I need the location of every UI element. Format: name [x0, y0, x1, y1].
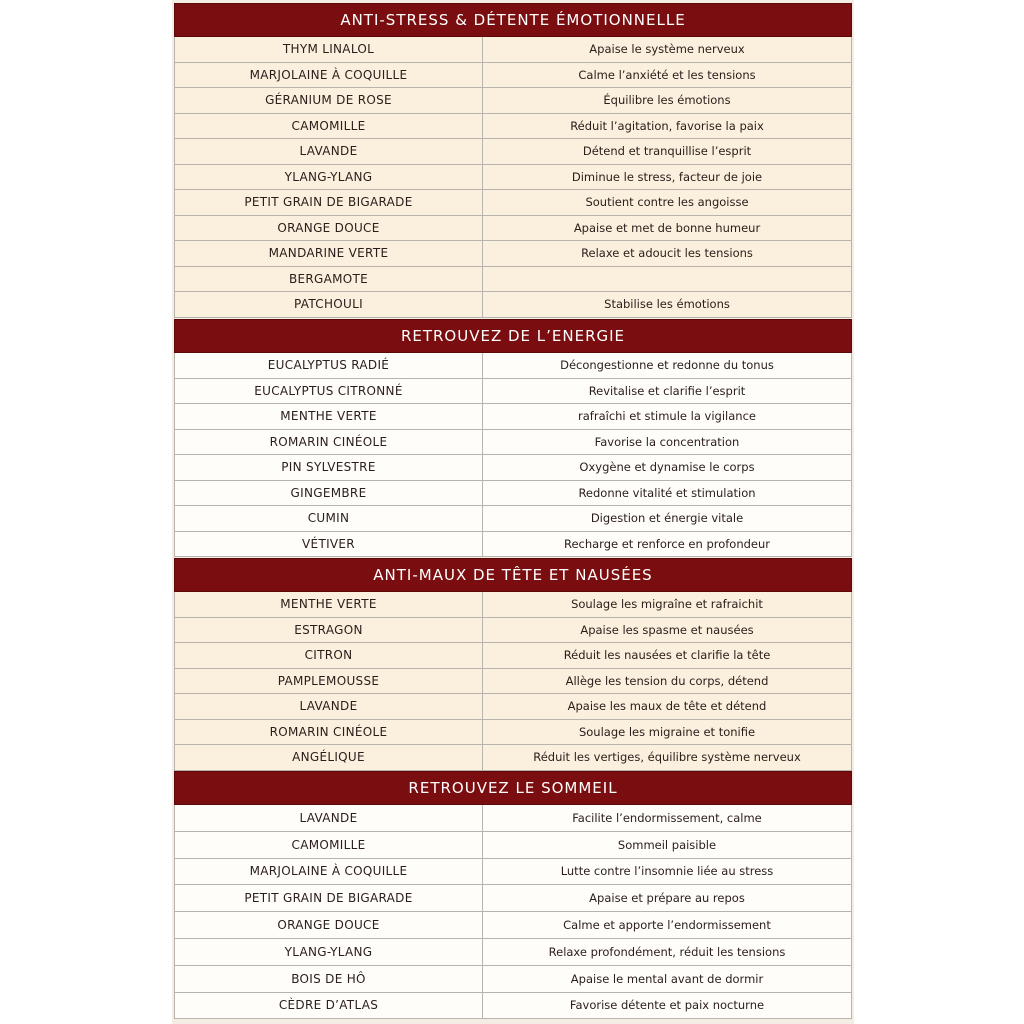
table-row	[174, 216, 852, 242]
oil-name: MARJOLAINE À COQUILLE	[175, 859, 483, 885]
oil-benefit: Réduit les nausées et clarifie la tête	[563, 648, 771, 663]
oil-benefit: Lutte contre l’insomnie liée au stress	[560, 864, 774, 879]
oil-name: GINGEMBRE	[175, 481, 483, 506]
section-title: ANTI-STRESS & DÉTENTE ÉMOTIONNELLE	[174, 3, 852, 37]
oil-name: PIN SYLVESTRE	[175, 455, 483, 480]
oil-name: PETIT GRAIN DE BIGARADE	[175, 190, 483, 215]
section-energy	[174, 319, 852, 557]
oil-name: CAMOMILLE	[175, 114, 483, 139]
table-row	[174, 37, 852, 63]
oil-name: GÉRANIUM DE ROSE	[175, 88, 483, 113]
oil-name: THYM LINALOL	[175, 37, 483, 62]
oil-benefit: Apaise les maux de tête et détend	[567, 699, 767, 714]
table-row	[174, 481, 852, 507]
oil-benefit: Calme et apporte l’endormissement	[563, 918, 771, 933]
table-row	[174, 618, 852, 644]
oil-name: LAVANDE	[175, 805, 483, 831]
oil-benefit: Soulage les migraîne et rafraichit	[571, 597, 763, 612]
oil-benefit: Relaxe et adoucit les tensions	[581, 246, 753, 261]
table-row	[174, 694, 852, 720]
oil-name: MENTHE VERTE	[175, 404, 483, 429]
oil-name: ESTRAGON	[175, 618, 483, 643]
oil-name: MENTHE VERTE	[175, 592, 483, 617]
table-row	[174, 805, 852, 832]
oil-benefit: Soutient contre les angoisse	[585, 195, 749, 210]
oil-benefit: Recharge et renforce en profondeur	[563, 536, 771, 551]
oil-name: ROMARIN CINÉOLE	[175, 720, 483, 745]
oil-name: PATCHOULI	[175, 292, 483, 317]
oil-benefit: Apaise les spasme et nausées	[580, 622, 754, 637]
oil-benefit: Diminue le stress, facteur de joie	[571, 169, 763, 184]
oil-benefit: Apaise et met de bonne humeur	[573, 220, 761, 235]
oil-benefit: rafraîchi et stimule la vigilance	[578, 409, 756, 424]
table-row	[174, 912, 852, 939]
oil-benefit: Digestion et énergie vitale	[590, 511, 744, 526]
oil-name: EUCALYPTUS CITRONNÉ	[175, 379, 483, 404]
table-row	[174, 832, 852, 859]
table-row	[174, 993, 852, 1020]
oil-benefit: Apaise et prépare au repos	[589, 891, 745, 906]
table-row	[174, 267, 852, 293]
oil-name: ORANGE DOUCE	[175, 216, 483, 241]
oil-benefit: Relaxe profondément, réduit les tensions	[548, 944, 786, 959]
table-row	[174, 88, 852, 114]
oil-name: ORANGE DOUCE	[175, 912, 483, 938]
oil-name: PAMPLEMOUSSE	[175, 669, 483, 694]
table-row	[174, 379, 852, 405]
oil-benefit: Équilibre les émotions	[603, 93, 731, 108]
section-title: RETROUVEZ LE SOMMEIL	[174, 771, 852, 805]
table-row	[174, 292, 852, 318]
oil-name: MANDARINE VERTE	[175, 241, 483, 266]
section-anti-stress	[174, 3, 852, 318]
oil-benefit: Stabilise les émotions	[604, 297, 730, 312]
section-title: RETROUVEZ DE L’ENERGIE	[174, 319, 852, 353]
table-row	[174, 63, 852, 89]
table-row	[174, 404, 852, 430]
oil-benefit: Revitalise et clarifie l’esprit	[588, 383, 746, 398]
oil-benefit: Réduit les vertiges, équilibre système nerveux	[533, 750, 801, 765]
oil-name: BERGAMOTE	[175, 267, 483, 292]
oil-name: EUCALYPTUS RADIÉ	[175, 353, 483, 378]
oil-benefit: Oxygène et dynamise le corps	[579, 460, 755, 475]
oil-benefit: Apaise le mental avant de dormir	[570, 971, 764, 986]
oil-name: CUMIN	[175, 506, 483, 531]
oil-benefit: Facilite l’endormissement, calme	[572, 810, 762, 825]
oil-name: LAVANDE	[175, 694, 483, 719]
oil-benefit: Détend et tranquillise l’esprit	[582, 144, 752, 159]
oil-name: CITRON	[175, 643, 483, 668]
oil-benefit: Réduit l’agitation, favorise la paix	[570, 118, 764, 133]
table-row	[174, 114, 852, 140]
oil-name: VÉTIVER	[175, 532, 483, 557]
table-row	[174, 430, 852, 456]
oil-name: LAVANDE	[175, 139, 483, 164]
table-row	[174, 506, 852, 532]
table-row	[174, 720, 852, 746]
table-row	[174, 455, 852, 481]
oil-name: YLANG-YLANG	[175, 939, 483, 965]
oil-benefit: Apaise le système nerveux	[589, 42, 745, 57]
oil-benefit: Calme l’anxiété et les tensions	[578, 67, 756, 82]
oil-benefit: Allège les tension du corps, détend	[565, 673, 769, 688]
oil-name: YLANG-YLANG	[175, 165, 483, 190]
table-row	[174, 885, 852, 912]
oil-name: BOIS DE HÔ	[175, 966, 483, 992]
oil-name: ROMARIN CINÉOLE	[175, 430, 483, 455]
table-row	[174, 745, 852, 771]
table-row	[174, 859, 852, 886]
table-row	[174, 139, 852, 165]
oil-benefit: Sommeil paisible	[617, 837, 717, 852]
oil-benefit: Soulage les migraine et tonifie	[578, 724, 756, 739]
table-row	[174, 966, 852, 993]
oil-name: MARJOLAINE À COQUILLE	[175, 63, 483, 88]
oil-benefit: Redonne vitalité et stimulation	[578, 485, 756, 500]
section-sleep	[174, 771, 852, 1019]
table-row	[174, 165, 852, 191]
oil-name: ANGÉLIQUE	[175, 745, 483, 770]
table-row	[174, 592, 852, 618]
oil-name: PETIT GRAIN DE BIGARADE	[175, 885, 483, 911]
oil-name: CAMOMILLE	[175, 832, 483, 858]
table-row	[174, 241, 852, 267]
section-headache-nausea	[174, 558, 852, 771]
table-row	[174, 190, 852, 216]
table-row	[174, 353, 852, 379]
oil-benefit	[483, 267, 851, 292]
table-row	[174, 669, 852, 695]
oil-benefit: Décongestionne et redonne du tonus	[560, 358, 774, 373]
oil-benefit: Favorise détente et paix nocturne	[569, 998, 765, 1013]
table-row	[174, 939, 852, 966]
section-title: ANTI-MAUX DE TÊTE ET NAUSÉES	[174, 558, 852, 592]
oil-name: CÈDRE D’ATLAS	[175, 993, 483, 1019]
oil-benefit: Favorise la concentration	[594, 434, 740, 449]
table-row	[174, 532, 852, 558]
table-row	[174, 643, 852, 669]
